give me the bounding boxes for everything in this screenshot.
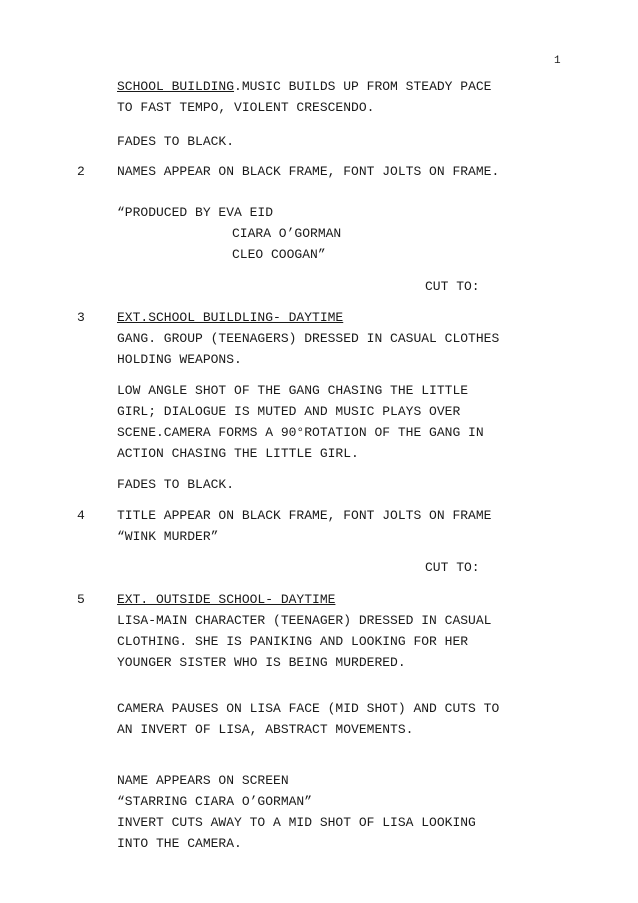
scene-number: 4: [77, 508, 85, 523]
script-line: HOLDING WEAPONS.: [117, 352, 242, 367]
scene-slug: EXT. OUTSIDE SCHOOL- DAYTIME: [117, 592, 336, 607]
script-line: “STARRING CIARA O’GORMAN”: [117, 794, 313, 809]
page-number: 1: [554, 55, 561, 67]
script-line: “WINK MURDER”: [117, 529, 219, 544]
script-line: [117, 79, 491, 95]
scene-number: 2: [77, 164, 85, 179]
credit-line: CLEO COOGAN”: [232, 247, 326, 262]
script-line: NAMES APPEAR ON BLACK FRAME, FONT JOLTS ON FRAME.: [117, 164, 500, 179]
scene-number: 3: [77, 310, 85, 325]
script-line: TO FAST TEMPO, VIOLENT CRESCENDO.: [117, 100, 375, 115]
scene-number: 5: [77, 592, 85, 607]
script-line: ACTION CHASING THE LITTLE GIRL.: [117, 446, 359, 461]
script-line: FADES TO BLACK.: [117, 477, 235, 492]
script-line: YOUNGER SISTER WHO IS BEING MURDERED.: [117, 655, 406, 670]
scene-slug: SCHOOL BUILDING: [117, 79, 235, 94]
script-line: LISA-MAIN CHARACTER (TEENAGER) DRESSED IN CASUAL: [117, 613, 492, 628]
transition: CUT TO:: [425, 279, 480, 294]
credit-line: CIARA O’GORMAN: [232, 226, 342, 241]
script-line: GANG. GROUP (TEENAGERS) DRESSED IN CASUAL CLOTHES: [117, 331, 500, 346]
script-line: NAME APPEARS ON SCREEN: [117, 773, 289, 788]
script-line: INVERT CUTS AWAY TO A MID SHOT OF LISA LOOKING: [117, 815, 476, 830]
script-line: FADES TO BLACK.: [117, 134, 235, 149]
script-line: SCENE.CAMERA FORMS A 90°ROTATION OF THE GANG IN: [117, 425, 484, 440]
script-line: TITLE APPEAR ON BLACK FRAME, FONT JOLTS ON FRAME: [117, 508, 492, 523]
script-line: INTO THE CAMERA.: [117, 836, 242, 851]
script-line: CAMERA PAUSES ON LISA FACE (MID SHOT) AND CUTS TO: [117, 701, 500, 716]
script-line: LOW ANGLE SHOT OF THE GANG CHASING THE LITTLE: [117, 383, 469, 398]
credit-line: “PRODUCED BY EVA EID: [117, 205, 274, 220]
transition: CUT TO:: [425, 560, 480, 575]
script-line: AN INVERT OF LISA, ABSTRACT MOVEMENTS.: [117, 722, 414, 737]
scene-slug: EXT.SCHOOL BUILDLING- DAYTIME: [117, 310, 344, 325]
script-line: GIRL; DIALOGUE IS MUTED AND MUSIC PLAYS OVER: [117, 404, 461, 419]
line-text: .MUSIC BUILDS UP FROM STEADY PACE: [234, 79, 492, 94]
script-line: CLOTHING. SHE IS PANIKING AND LOOKING FOR HER: [117, 634, 469, 649]
